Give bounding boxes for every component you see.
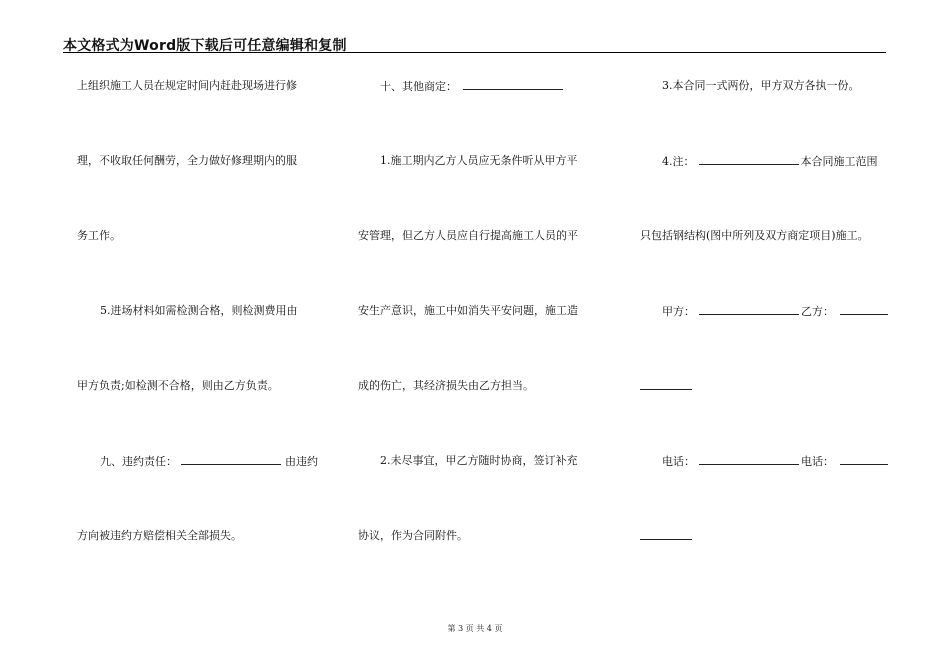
page-header (63, 34, 886, 53)
signature-continuation (640, 379, 692, 394)
note-label: 4.注： (662, 155, 695, 168)
signature-line (662, 304, 888, 319)
breach-liability-suffix: 由违约 (285, 455, 318, 468)
paragraph-line: 上组织施工人员在规定时间内赶赴现场进行修 (77, 79, 297, 92)
page-number: 第 3 页 共 4 页 (447, 624, 503, 633)
paragraph-line: 只包括钢结构(图中所列及双方商定项目)施工。 (640, 229, 869, 242)
party-a-label: 甲方： (662, 305, 695, 318)
phone-continuation (640, 529, 692, 544)
paragraph-line: 2.未尽事宜，甲乙方随时协商，签订补充 (380, 454, 578, 467)
blank-field (181, 454, 281, 465)
phone-line (662, 454, 888, 469)
other-agreements-line (380, 79, 563, 94)
blank-field (840, 304, 888, 315)
note-line (662, 154, 878, 169)
paragraph-line: 5.进场材料如需检测合格，则检测费用由 (100, 304, 298, 317)
blank-field (699, 304, 799, 315)
document-title: 本文格式为Word版下载后可任意编辑和复制 (63, 38, 347, 54)
paragraph-line: 理，不收取任何酬劳，全力做好修理期内的服 (77, 154, 297, 167)
paragraph-line: 甲方负责;如检测不合格，则由乙方负责。 (77, 379, 279, 392)
paragraph-line: 1.施工期内乙方人员应无条件听从甲方平 (380, 154, 578, 167)
breach-liability-label: 九、违约责任： (100, 455, 177, 468)
paragraph-line: 方向被违约方赔偿相关全部损失。 (77, 529, 242, 542)
note-suffix: 本合同施工范围 (800, 155, 878, 168)
party-b-label: 乙方： (801, 305, 834, 318)
phone-a-label: 电话： (662, 455, 695, 468)
paragraph-line: 安管理，但乙方人员应自行提高施工人员的平 (358, 229, 578, 242)
blank-field (840, 454, 888, 465)
blank-field (640, 379, 692, 390)
paragraph-line: 务工作。 (77, 229, 121, 242)
blank-field (640, 529, 692, 540)
blank-field (699, 454, 799, 465)
other-agreements-label: 十、其他商定： (380, 80, 457, 93)
blank-field (463, 79, 563, 90)
paragraph-line: 3.本合同一式两份，甲方双方各执一份。 (662, 79, 860, 92)
breach-liability-line (100, 454, 318, 469)
phone-b-label: 电话： (801, 455, 834, 468)
paragraph-line: 协议，作为合同附件。 (358, 529, 468, 542)
paragraph-line: 安生产意识，施工中如消失平安问题，施工造 (358, 304, 578, 317)
blank-field (699, 154, 799, 165)
paragraph-line: 成的伤亡，其经济损失由乙方担当。 (358, 379, 534, 392)
